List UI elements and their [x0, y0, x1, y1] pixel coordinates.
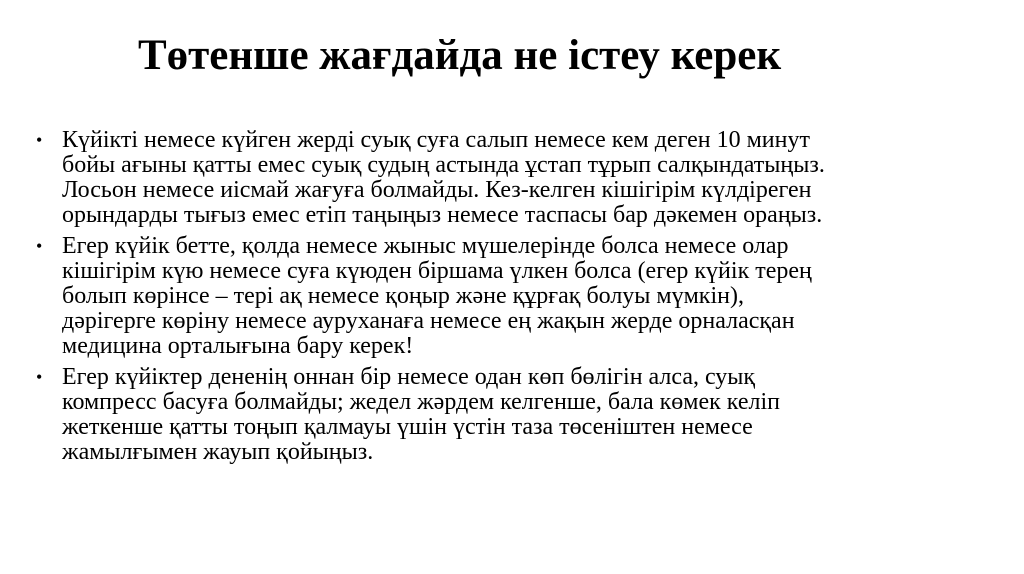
bullet-2-line-2: кішігірім күю немесе суға күюден біршама үлкен болса (егер күйік терең — [62, 258, 812, 284]
bullet-marker: • — [36, 367, 43, 387]
bullet-item-3 — [36, 365, 996, 465]
bullet-1-line-2: бойы ағыны қатты емес суық судың астында ұстап тұрып салқындатыңыз. — [62, 152, 825, 178]
bullet-3-line-2: компресс басуға болмайды; жедел жәрдем келгенше, бала көмек келіп — [62, 389, 780, 415]
slide-title: Төтенше жағдайда не істеу керек — [138, 32, 782, 79]
bullet-3-line-4: жамылғымен жауып қойыңыз. — [62, 439, 374, 465]
bullet-item-2 — [36, 234, 996, 359]
bullet-1-line-4: орындарды тығыз емес етіп таңыңыз немесе таспасы бар дәкемен ораңыз. — [62, 202, 823, 228]
bullet-2-line-1: Егер күйік бетте, қолда немесе жыныс мүшелерінде болса немесе олар — [62, 233, 789, 259]
bullet-1-line-1: Күйікті немесе күйген жерді суық суға салып немесе кем деген 10 минут — [62, 127, 810, 153]
bullet-marker: • — [36, 236, 43, 256]
bullet-2-line-5: медицина орталығына бару керек! — [62, 333, 414, 359]
bullet-2-line-4: дәрігерге көріну немесе ауруханаға немесе ең жақын жерде орналасқан — [62, 308, 795, 334]
bullet-marker: • — [36, 130, 43, 150]
bullet-2-line-3: болып көрінсе – тері ақ немесе қоңыр және құрғақ болуы мүмкін), — [62, 283, 744, 309]
bullet-1-line-3: Лосьон немесе иісмай жағуға болмайды. Кез-келген кішігірім күлдіреген — [62, 177, 812, 203]
bullet-3-line-1: Егер күйіктер дененің оннан бір немесе одан көп бөлігін алса, суық — [62, 364, 756, 390]
bullet-item-1 — [36, 128, 996, 228]
bullet-list — [36, 128, 996, 471]
bullet-3-line-3: жеткенше қатты тоңып қалмауы үшін үстін таза төсеніштен немесе — [62, 414, 753, 440]
